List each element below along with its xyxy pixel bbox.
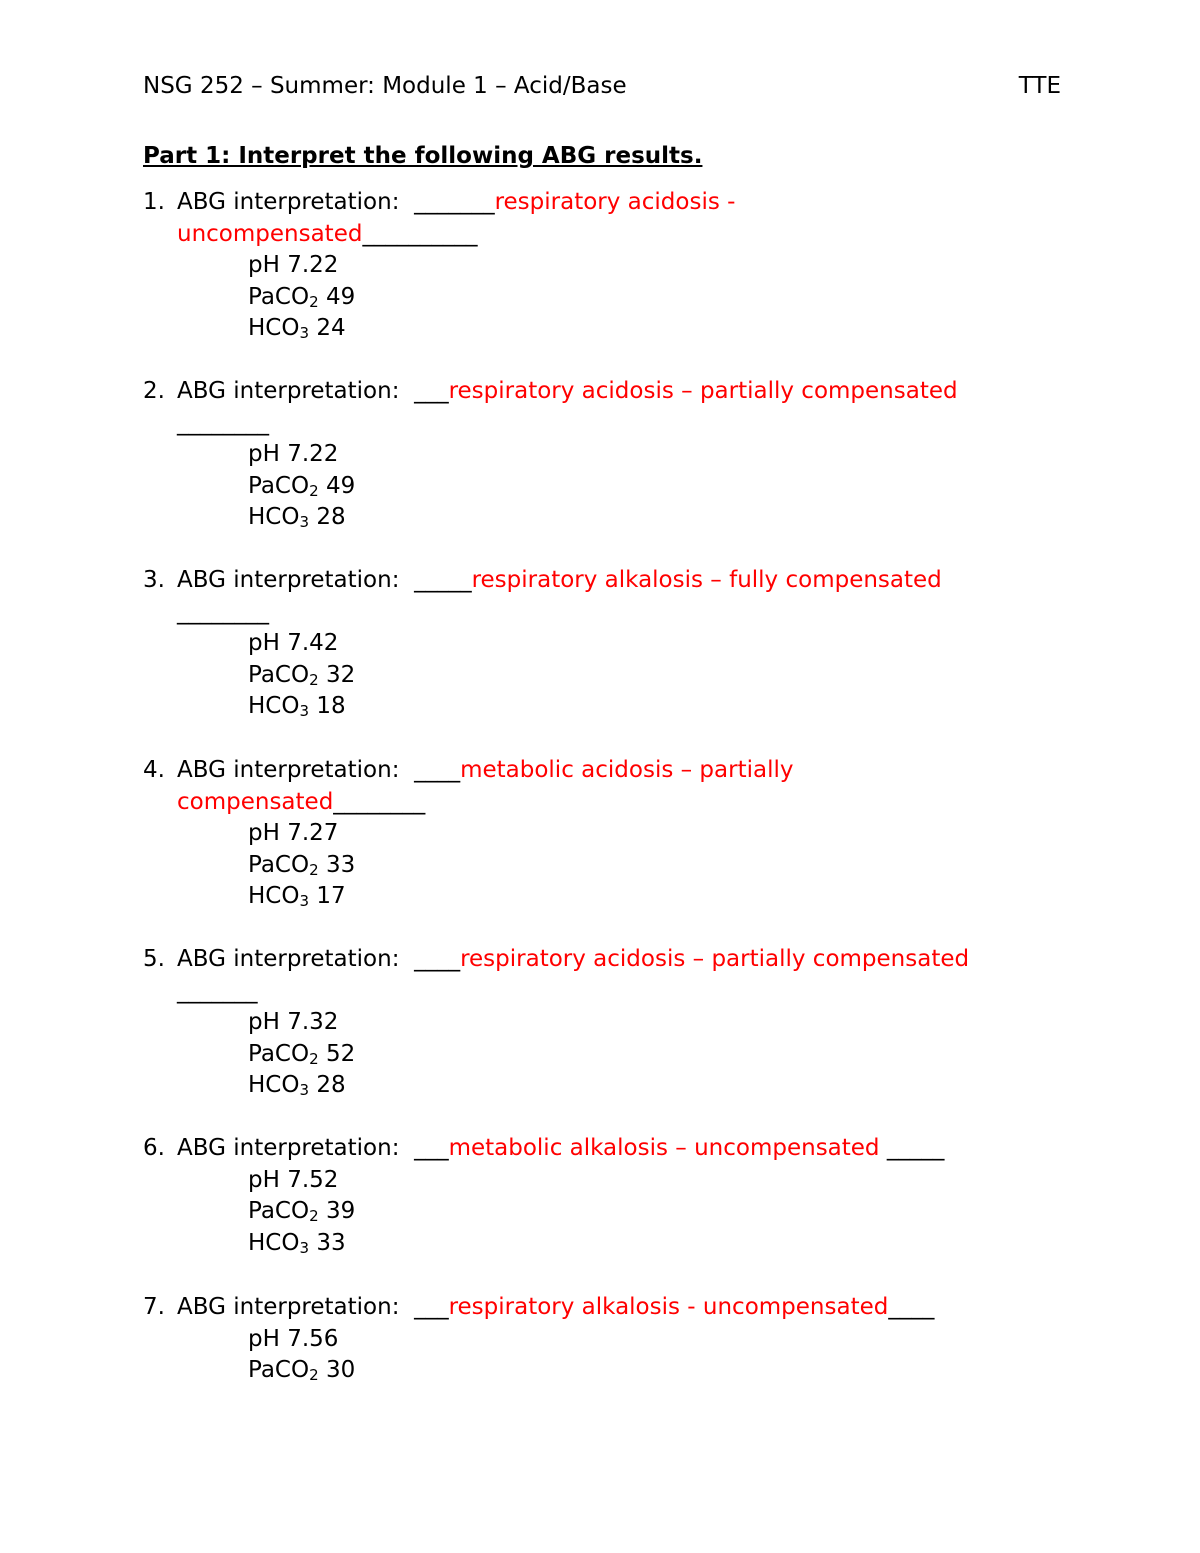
answer-text: respiratory acidosis - (494, 189, 736, 215)
lab-value-row (143, 1007, 1003, 1039)
lab-value-row (143, 1196, 1003, 1228)
answer-blank-trailing: ________ (177, 409, 269, 436)
lab-name: PaCO (248, 1040, 310, 1067)
answer-continuation (143, 787, 1003, 819)
lab-value (248, 282, 355, 314)
lab-value (248, 250, 338, 282)
interpretation-label: ABG interpretation: (177, 1294, 400, 1320)
author-initials: TTE (1018, 73, 1061, 99)
lab-result: 28 (316, 1072, 346, 1098)
question-number: 4. (143, 757, 165, 783)
lab-value-row (143, 660, 1003, 692)
question-item (143, 376, 1003, 534)
lab-result: 7.27 (287, 820, 339, 846)
lab-value-row (143, 282, 1003, 314)
lab-value (248, 1007, 338, 1039)
question-number: 3. (143, 567, 165, 593)
lab-subscript: 2 (309, 860, 319, 879)
question-item (143, 187, 1003, 345)
answer-blank-leading: ___ (414, 378, 449, 404)
answer-blank-leading: _____ (414, 567, 472, 593)
answer-text: respiratory alkalosis – fully compensated (471, 567, 942, 593)
lab-value (248, 1324, 338, 1356)
lab-result: 7.42 (287, 630, 339, 656)
question-line (143, 755, 1003, 787)
lab-name: PaCO (248, 851, 310, 878)
lab-result: 52 (325, 1040, 356, 1067)
lab-result: 33 (325, 851, 356, 878)
lab-result: 17 (316, 883, 346, 909)
lab-value (248, 1355, 355, 1387)
lab-value (248, 1196, 355, 1228)
interpretation-line (177, 187, 735, 219)
interpretation-line (177, 944, 969, 976)
interpretation-label: ABG interpretation: (177, 1135, 400, 1161)
lab-value-row (143, 850, 1003, 882)
lab-name: pH (248, 630, 280, 656)
lab-name: pH (248, 441, 280, 467)
question-number: 2. (143, 378, 165, 404)
lab-value (248, 439, 338, 471)
question-item (143, 755, 1003, 913)
lab-value-row (143, 250, 1003, 282)
lab-value (248, 881, 346, 913)
answer-text: metabolic alkalosis – uncompensated (448, 1135, 880, 1161)
lab-name: pH (248, 1166, 280, 1193)
lab-value-row (143, 1355, 1003, 1387)
answer-blank-trailing: ________ (177, 598, 269, 625)
lab-value (248, 818, 338, 850)
lab-subscript: 3 (299, 1238, 310, 1257)
answer-blank-trailing: __________ (362, 220, 478, 247)
answer-blank-trailing: ____ (888, 1294, 935, 1320)
continuation-line (177, 219, 477, 251)
lab-result: 33 (316, 1229, 346, 1256)
answer-blank-trailing: _____ (879, 1135, 945, 1161)
question-line (143, 1292, 1003, 1324)
lab-subscript: 2 (309, 1207, 319, 1225)
answer-text: metabolic acidosis – partially (460, 757, 794, 783)
answer-continuation (143, 597, 1003, 629)
question-line (143, 1133, 1003, 1165)
answer-text-continued: compensated (177, 788, 334, 815)
interpretation-label: ABG interpretation: (177, 946, 400, 972)
lab-result: 7.22 (287, 252, 339, 278)
lab-value-row (143, 471, 1003, 503)
lab-result: 7.56 (287, 1325, 339, 1352)
question-line (143, 187, 1003, 219)
answer-blank-leading: ___ (414, 1135, 449, 1161)
answer-blank-trailing: ________ (333, 788, 426, 815)
lab-result: 49 (325, 283, 356, 310)
interpretation-line (177, 1292, 934, 1324)
question-item (143, 565, 1003, 723)
lab-value-row (143, 439, 1003, 471)
lab-name: PaCO (248, 472, 310, 499)
lab-subscript: 3 (299, 892, 310, 910)
lab-value (248, 1070, 346, 1102)
question-line (143, 376, 1003, 408)
lab-value-row (143, 313, 1003, 345)
lab-name: HCO (248, 1072, 300, 1098)
question-number: 5. (143, 946, 165, 972)
lab-name: PaCO (248, 283, 310, 310)
interpretation-label: ABG interpretation: (177, 378, 400, 404)
continuation-line (177, 787, 425, 819)
lab-value (248, 313, 346, 345)
lab-value (248, 628, 338, 660)
lab-result: 28 (316, 504, 346, 530)
answer-text: respiratory alkalosis - uncompensated (448, 1294, 889, 1320)
lab-name: HCO (248, 1229, 300, 1256)
lab-result: 30 (325, 1357, 356, 1383)
answer-blank-leading: ___ (414, 1294, 449, 1320)
lab-value-row (143, 502, 1003, 534)
interpretation-line (177, 755, 793, 787)
continuation-line (177, 408, 269, 440)
continuation-line (177, 976, 258, 1008)
lab-name: pH (248, 1009, 280, 1035)
answer-blank-leading: ____ (414, 757, 461, 783)
answer-continuation (143, 976, 1003, 1008)
lab-value-row (143, 628, 1003, 660)
question-item (143, 1292, 1003, 1387)
lab-value-row (143, 1228, 1003, 1260)
answer-text-continued: uncompensated (177, 220, 363, 247)
lab-value (248, 1228, 346, 1260)
interpretation-label: ABG interpretation: (177, 189, 400, 215)
lab-value (248, 850, 355, 882)
part-title: Part 1: Interpret the following ABG results. (143, 143, 703, 169)
lab-subscript: 3 (299, 513, 310, 531)
lab-name: HCO (248, 693, 300, 719)
answer-blank-trailing: _______ (177, 977, 258, 1004)
lab-result: 32 (325, 661, 356, 688)
course-title: NSG 252 – Summer: Module 1 – Acid/Base (143, 73, 627, 99)
lab-value-row (143, 1324, 1003, 1356)
question-line (143, 565, 1003, 597)
question-number: 7. (143, 1294, 165, 1320)
lab-name: PaCO (248, 661, 310, 688)
interpretation-line (177, 565, 942, 597)
lab-name: pH (248, 820, 280, 846)
question-number: 1. (143, 189, 165, 215)
lab-result: 7.22 (287, 441, 339, 467)
interpretation-label: ABG interpretation: (177, 567, 400, 593)
lab-value (248, 691, 346, 723)
lab-result: 49 (325, 472, 356, 499)
lab-subscript: 2 (309, 1049, 319, 1068)
lab-value (248, 1039, 355, 1071)
lab-name: pH (248, 1325, 280, 1352)
answer-blank-leading: ____ (414, 946, 461, 972)
interpretation-line (177, 1133, 944, 1165)
lab-name: PaCO (248, 1357, 310, 1383)
lab-name: pH (248, 252, 280, 278)
lab-value-row (143, 691, 1003, 723)
answer-text: respiratory acidosis – partially compensated (460, 946, 970, 972)
answer-continuation (143, 408, 1003, 440)
lab-value-row (143, 881, 1003, 913)
lab-value-row (143, 818, 1003, 850)
lab-value-row (143, 1039, 1003, 1071)
lab-result: 24 (316, 315, 346, 341)
lab-subscript: 2 (309, 292, 319, 311)
question-number: 6. (143, 1135, 165, 1161)
lab-name: PaCO (248, 1198, 310, 1224)
lab-name: HCO (248, 504, 300, 530)
lab-result: 39 (325, 1198, 356, 1224)
lab-name: HCO (248, 315, 300, 341)
lab-subscript: 3 (299, 702, 310, 720)
lab-value (248, 502, 346, 534)
lab-subscript: 3 (299, 324, 310, 342)
interpretation-label: ABG interpretation: (177, 757, 400, 783)
answer-text: respiratory acidosis – partially compensated (448, 378, 958, 404)
lab-subscript: 2 (309, 1366, 319, 1384)
lab-value (248, 1165, 338, 1197)
lab-subscript: 2 (309, 670, 319, 689)
page-header (143, 70, 1061, 102)
continuation-line (177, 597, 269, 629)
lab-value (248, 471, 355, 503)
lab-value-row (143, 1070, 1003, 1102)
answer-continuation (143, 219, 1003, 251)
lab-subscript: 2 (309, 481, 319, 500)
interpretation-line (177, 376, 958, 408)
question-item (143, 1133, 1003, 1259)
answer-blank-leading: _______ (414, 189, 495, 215)
lab-value-row (143, 1165, 1003, 1197)
question-item (143, 944, 1003, 1102)
question-line (143, 944, 1003, 976)
lab-result: 7.32 (287, 1009, 339, 1035)
lab-value (248, 660, 355, 692)
lab-result: 7.52 (287, 1166, 339, 1193)
lab-subscript: 3 (299, 1081, 310, 1099)
lab-name: HCO (248, 883, 300, 909)
lab-result: 18 (316, 693, 346, 719)
